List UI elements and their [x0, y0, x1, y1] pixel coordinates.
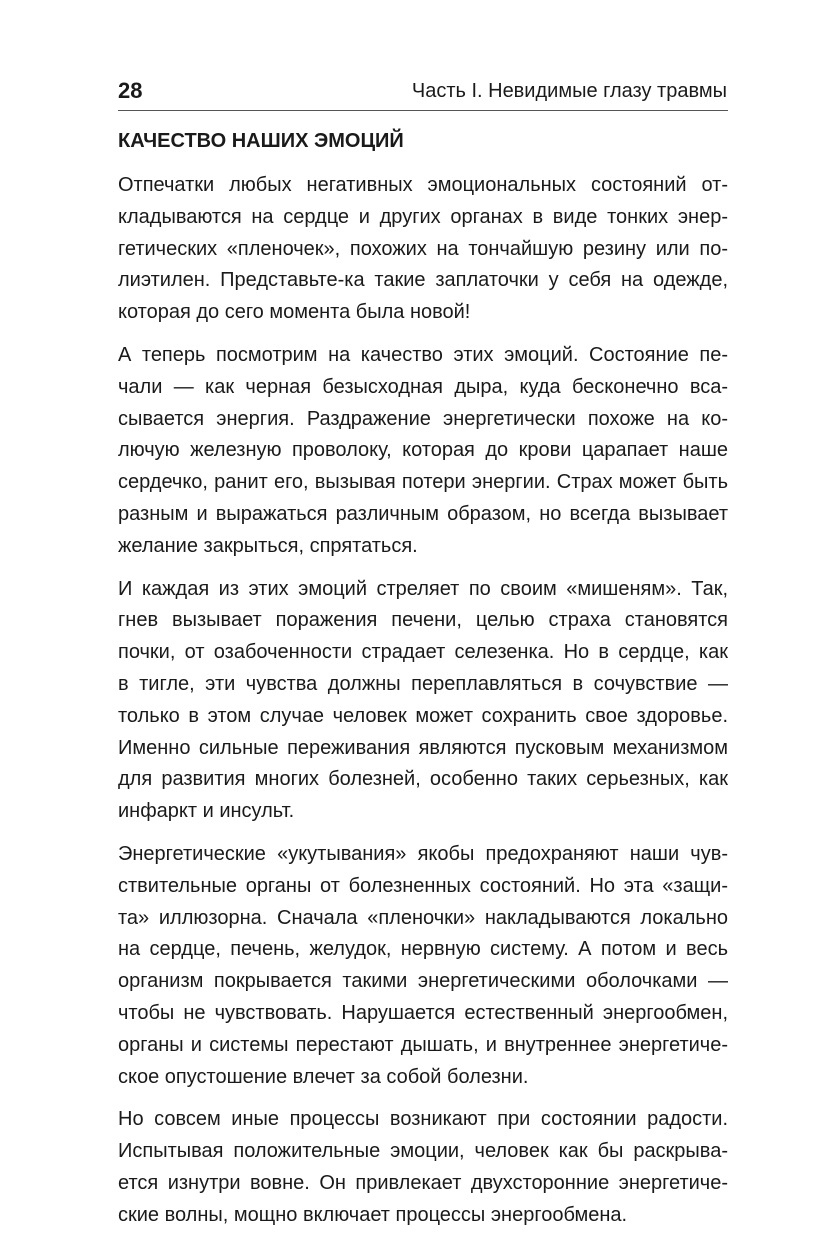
text-line: сердечко, ранит его, вызывая потери энергии. Страх может быть	[118, 471, 728, 494]
text-line: гетических «пленочек», похожих на тончайшую резину или по-	[118, 237, 728, 260]
section-heading: КАЧЕСТВО НАШИХ ЭМОЦИЙ	[118, 130, 404, 152]
header-rule	[118, 110, 728, 111]
text-line: И каждая из этих эмоций стреляет по своим «мишеням». Так,	[118, 577, 728, 600]
text-line: ется изнутри вовне. Он привлекает двухсторонние энергетиче-	[118, 1171, 728, 1194]
text-line: сывается энергия. Раздражение энергетически похоже на ко-	[118, 407, 728, 430]
paragraph	[118, 340, 728, 563]
text-line: на сердце, печень, желудок, нервную систему. А потом и весь	[118, 938, 728, 961]
text-line: ское опустошение влечет за собой болезни.	[118, 1065, 529, 1088]
text-line: только в этом случае человек может сохранить свое здоровье.	[118, 704, 728, 727]
body-text	[118, 170, 728, 1243]
text-line: ствительные органы от болезненных состояний. Но эта «защи-	[118, 874, 728, 897]
text-line: чали — как черная безысходная дыра, куда бесконечно вса-	[118, 375, 728, 398]
text-line: разным и выражаться различным образом, но всегда вызывает	[118, 502, 728, 525]
text-line: Именно сильные переживания являются пусковым механизмом	[118, 736, 728, 759]
paragraph	[118, 1104, 728, 1231]
text-line: чтобы не чувствовать. Нарушается естественный энергообмен,	[118, 1001, 728, 1024]
text-line: Энергетические «укутывания» якобы предохраняют наши чув-	[118, 842, 728, 865]
text-line: организм покрывается такими энергетическими оболочками —	[118, 970, 728, 993]
text-line: почки, от озабоченности страдает селезенка. Но в сердце, как	[118, 641, 728, 664]
text-line: которая до сего момента была новой!	[118, 301, 471, 324]
text-line: А теперь посмотрим на качество этих эмоций. Состояние пе-	[118, 343, 728, 366]
text-line: Испытывая положительные эмоции, человек как бы раскрыва-	[118, 1140, 728, 1163]
text-line: ские волны, мощно включает процессы энергообмена.	[118, 1203, 628, 1226]
page-number: 28	[118, 78, 143, 103]
text-line: Отпечатки любых негативных эмоциональных состояний от-	[118, 174, 728, 196]
text-line: инфаркт и инсульт.	[118, 800, 295, 823]
text-line: Но совсем иные процессы возникают при состоянии радости.	[118, 1108, 728, 1131]
text-line: органы и системы перестают дышать, и внутреннее энергетиче-	[118, 1033, 728, 1056]
text-line: кладываются на сердце и других органах в виде тонких энер-	[118, 205, 728, 228]
paragraph	[118, 839, 728, 1093]
text-line: та» иллюзорна. Сначала «пленочки» накладываются локально	[118, 906, 728, 929]
text-line: гнев вызывает поражения печени, целью страха становятся	[118, 609, 728, 632]
text-line: лиэтилен. Представьте-ка такие заплаточки у себя на одежде,	[118, 269, 728, 292]
text-line: в тигле, эти чувства должны переплавляться в сочувствие —	[118, 672, 728, 695]
paragraph	[118, 170, 728, 329]
text-line: желание закрыться, спрятаться.	[118, 534, 418, 557]
running-title: Часть I. Невидимые глазу травмы	[411, 80, 727, 102]
paragraph	[118, 574, 728, 828]
text-line: для развития многих болезней, особенно таких серьезных, как	[118, 768, 728, 791]
text-line: лючую железную проволоку, которая до крови царапает наше	[118, 439, 728, 462]
